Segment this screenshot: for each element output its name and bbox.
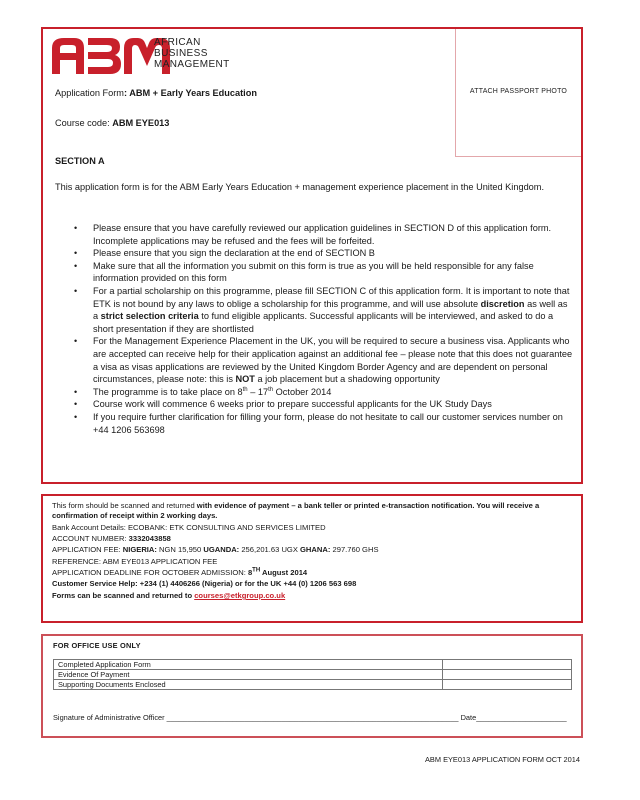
table-row: [54, 680, 572, 690]
list-item: • Course work will commence 6 weeks prior to prepare successful applicants for the UK Study Days: [55, 398, 575, 411]
list-item: • For a partial scholarship on this programme, please fill SECTION C of this application form. It is important to note that ETK is not bound by any laws to oblige a scholarship for this programme, and will use absolute discretion as well as a strict selection criteria to fund eligible applicants. Successful applicants will be interviewed, and asked to do a short presentation if they are shortlisted: [55, 285, 575, 335]
email-link[interactable]: courses@etkgroup.co.uk: [194, 591, 286, 600]
signature-label: Signature of Administrative Officer: [53, 713, 165, 722]
signature-field[interactable]: _______________________________________________________________________: [164, 713, 461, 722]
office-checklist-table: [53, 659, 572, 690]
checklist-label: Completed Application Form: [54, 660, 443, 670]
account-number: ACCOUNT NUMBER: 3332043858: [52, 534, 171, 543]
customer-service-help: Customer Service Help: +234 (1) 4406266 (Nigeria) or for the UK +44 (0) 1206 563 698: [52, 579, 357, 588]
org-name-line: BUSINESS: [154, 48, 208, 59]
table-row: [54, 670, 572, 680]
payment-reference: REFERENCE: ABM EYE013 APPLICATION FEE: [52, 557, 218, 566]
scan-instructions: This form should be scanned and returned with evidence of payment – a bank teller or printed e-transaction notification. You will receive a confirmation of receipt within 2 working days.: [52, 501, 540, 520]
instructions-list: [55, 222, 575, 436]
list-item: • Please ensure that you have carefully reviewed our application guidelines in SECTION D of this application form. Incomplete applications may be refused and the fees will be forfeited.: [55, 222, 575, 247]
course-code: Course code: ABM EYE013: [55, 118, 170, 128]
passport-photo-label: ATTACH PASSPORT PHOTO: [469, 88, 568, 95]
passport-photo-box[interactable]: [455, 29, 581, 157]
checklist-label: Supporting Documents Enclosed: [54, 680, 443, 690]
application-deadline: APPLICATION DEADLINE FOR OCTOBER ADMISSION: 8TH August 2014: [52, 567, 308, 577]
signature-row: [53, 713, 567, 722]
section-a-heading: SECTION A: [55, 156, 105, 166]
list-item: • Make sure that all the information you submit on this form is true as you will be held responsible for any false information provided on this form: [55, 260, 575, 285]
org-name: [154, 37, 230, 70]
org-name-line: AFRICAN: [154, 37, 201, 48]
application-fee: APPLICATION FEE: NIGERIA: NGN 15,950 UGANDA: 256,201.63 UGX GHANA: 297.760 GHS: [52, 545, 379, 554]
list-item: • Please ensure that you sign the declaration at the end of SECTION B: [55, 247, 575, 260]
application-form-title: Application Form: ABM + Early Years Education: [55, 88, 257, 98]
date-label: Date: [460, 713, 477, 722]
return-instructions: Forms can be scanned and returned to courses@etkgroup.co.uk: [52, 591, 286, 600]
bank-details: Bank Account Details: ECOBANK: ETK CONSULTING AND SERVICES LIMITED: [52, 523, 326, 532]
checklist-cell[interactable]: [443, 680, 572, 690]
section-a-intro: This application form is for the ABM Early Years Education + management experience placement in the United Kingdom.: [55, 182, 544, 192]
office-use-title: FOR OFFICE USE ONLY: [53, 641, 141, 650]
list-item: • If you require further clarification for filling your form, please do not hesitate to call our customer services number on +44 1206 563698: [55, 411, 575, 436]
list-item: • For the Management Experience Placement in the UK, you will be required to secure a business visa. Applicants who are accepted can receive help for their application against an additional fee – please note that this does not guarantee a visa as visas applications are reviewed by the United Kingdom Border Agency and are dependent on personal circumstances, please note: this is NOT a job placement but a shadowing opportunity: [55, 335, 575, 385]
date-field[interactable]: ______________________: [476, 713, 567, 722]
table-row: [54, 660, 572, 670]
checklist-cell[interactable]: [443, 670, 572, 680]
list-item: • The programme is to take place on 8th – 17th October 2014: [55, 386, 575, 399]
checklist-cell[interactable]: [443, 660, 572, 670]
checklist-label: Evidence Of Payment: [54, 670, 443, 680]
org-name-line: MANAGEMENT: [154, 59, 230, 70]
page-footer: ABM EYE013 APPLICATION FORM OCT 2014: [425, 755, 580, 764]
